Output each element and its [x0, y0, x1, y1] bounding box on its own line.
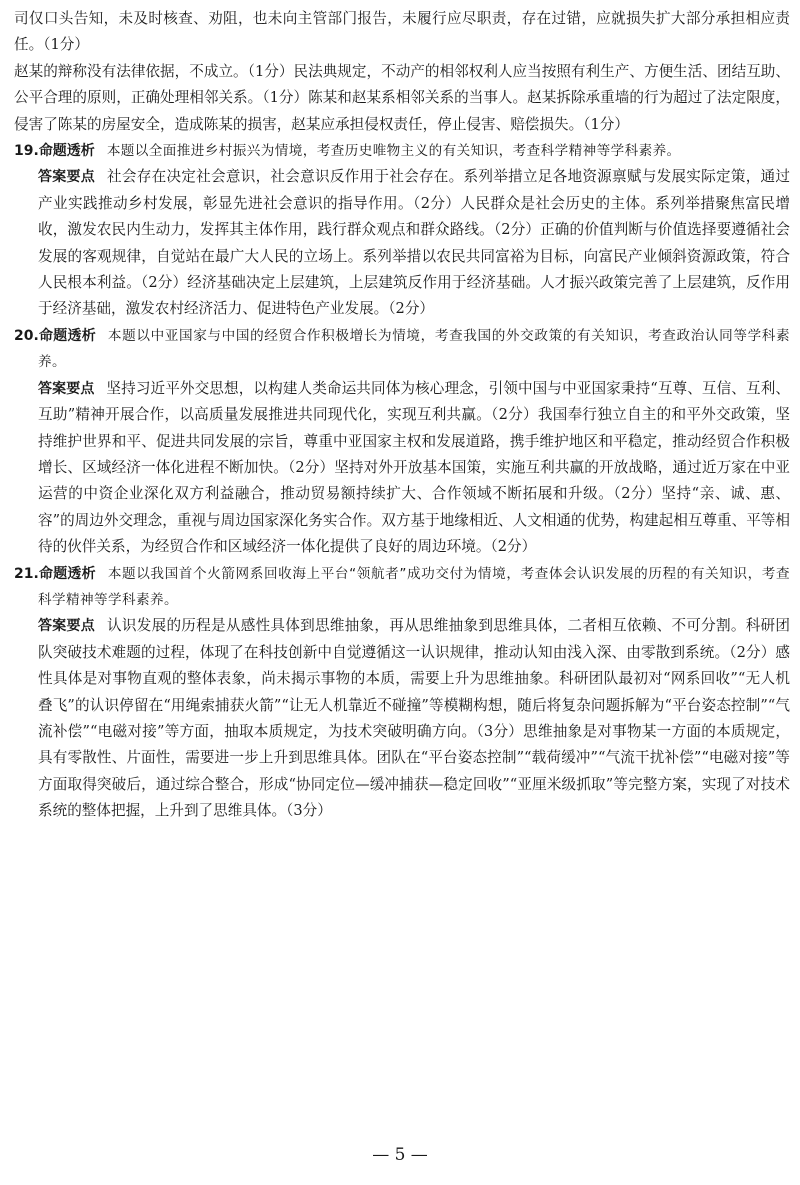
answer-text: 认识发展的历程是从感性具体到思维抽象，再从思维抽象到思维具体，二者相互依赖、不可分割。科研团队突破技术难题的过程，体现了在科技创新中自觉遵循这一认识规律，推动认知由浅入深、由零散到系统。（2分）感性具体是对事物直观的整体表象，尚未揭示事物的本质，需要上升为思维抽象。科研团队最初对“网系回收”“无人机叠飞”的认识停留在“用绳索捕获火箭”“让无人机靠近不碰撞”等模糊构想，随后将复杂问题拆解为“平台姿态控制”“气流补偿”“电磁对接”等方面，抽取本质规定，为技术突破明确方向。（3分）思维抽象是对事物某一方面的本质规定，具有零散性、片面性，需要进一步上升到思维具体。团队在“平台姿态控制”“载荷缓冲”“气流干扰补偿”“电磁对接”等方面取得突破后，通过综合整合，形成“协同定位—缓冲捕获—稳定回收”“亚厘米级抓取”等完整方案，实现了对技术系统的整体把握，上升到了思维具体。（3分） [38, 617, 791, 820]
question-21-answer [14, 613, 790, 824]
question-20 [14, 323, 790, 561]
question-19-analysis [14, 138, 790, 164]
analysis-text: 本题以中亚国家与中国的经贸合作积极增长为情境，考查我国的外交政策的有关知识，考查政治认同等学科素养。 [38, 327, 790, 371]
question-number: 20. [14, 327, 39, 344]
question-21-analysis [14, 561, 790, 614]
question-number: 21. [14, 565, 39, 582]
answer-label: 答案要点 [38, 169, 96, 186]
question-20-analysis [14, 323, 790, 376]
question-19-answer [14, 164, 790, 322]
analysis-text: 本题以我国首个火箭网系回收海上平台“领航者”成功交付为情境，考查体会认识发展的历程的有关知识，考查科学精神等学科素养。 [38, 565, 790, 608]
page-content [14, 6, 790, 825]
answer-label: 答案要点 [38, 618, 96, 635]
analysis-label: 命题透析 [38, 565, 96, 582]
continued-paragraph-1: 司仅口头告知，未及时核查、劝阻，也未向主管部门报告，未履行应尽职责，存在过错，应就损失扩大部分承担相应责任。（1分） [14, 10, 790, 54]
question-19 [14, 138, 790, 323]
analysis-label: 命题透析 [38, 327, 96, 344]
question-number: 19. [14, 143, 39, 160]
answer-text: 社会存在决定社会意识，社会意识反作用于社会存在。系列举措立足各地资源禀赋与发展实际定策，通过产业实践推动乡村发展，彰显先进社会意识的指导作用。（2分）人民群众是社会历史的主体。系列举措聚焦富民增收，激发农民内生动力，发挥其主体作用，践行群众观点和群众路线。（2分）正确的价值判断与价值选择要遵循社会发展的客观规律，自觉站在最广大人民的立场上。系列举措以农民共同富裕为目标，向富民产业倾斜资源政策，符合人民根本利益。（2分）经济基础决定上层建筑，上层建筑反作用于经济基础。人才振兴政策完善了上层建筑，反作用于经济基础，激发农村经济活力、促进特色产业发展。（2分） [38, 168, 791, 318]
analysis-text: 本题以全面推进乡村振兴为情境，考查历史唯物主义的有关知识，考查科学精神等学科素养。 [106, 143, 681, 160]
page-number: — 5 — [372, 1145, 428, 1165]
answer-text: 坚持习近平外交思想，以构建人类命运共同体为核心理念，引领中国与中亚国家秉持“互尊、互信、互利、互助”精神开展合作，以高质量发展推进共同现代化，实现互利共赢。（2分）我国奉行独立自主的和平外交政策，坚持维护世界和平、促进共同发展的宗旨，尊重中亚国家主权和发展道路，携手维护地区和平稳定，推动经贸合作积极增长、区域经济一体化进程不断加快。（2分）坚持对外开放基本国策，实施互利共赢的开放战略，通过近万家在中亚运营的中资企业深化双方利益融合，推动贸易额持续扩大、合作领域不断拓展和升级。（2分）坚持“亲、诚、惠、容”的周边外交理念，重视与周边国家深化务实合作。双方基于地缘相近、人文相通的优势，构建起相互尊重、平等相待的伙伴关系，为经贸合作和区域经济一体化提供了良好的周边环境。（2分） [38, 379, 791, 556]
question-20-answer [14, 376, 790, 561]
continued-paragraph-2: 赵某的辩称没有法律依据，不成立。（1分）民法典规定，不动产的相邻权利人应当按照有利生产、方便生活、团结互助、公平合理的原则，正确处理相邻关系。（1分）陈某和赵某系相邻关系的当事人。赵某拆除承重墙的行为超过了法定限度，侵害了陈某的房屋安全，造成陈某的损害，赵某应承担侵权责任，停止侵害、赔偿损失。（1分） [14, 62, 790, 133]
analysis-label: 命题透析 [38, 143, 95, 160]
question-21 [14, 561, 790, 825]
answer-label: 答案要点 [38, 380, 95, 397]
